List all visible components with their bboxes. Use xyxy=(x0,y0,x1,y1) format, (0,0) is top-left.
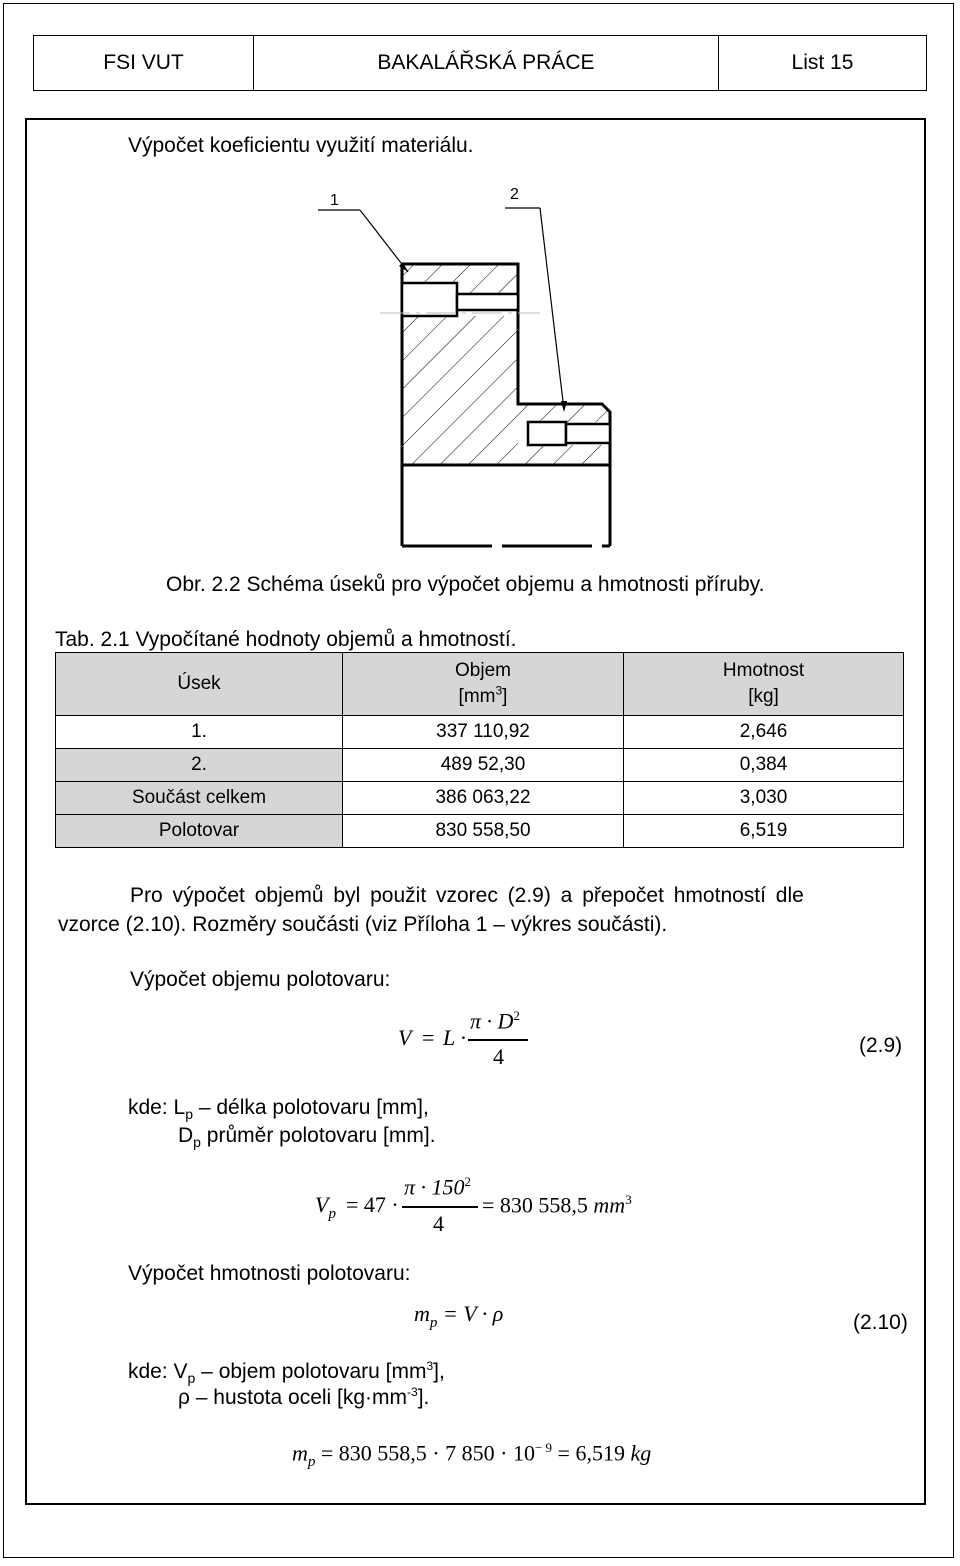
table-row xyxy=(56,782,904,815)
table-row xyxy=(56,716,904,749)
table-cell: 337 110,92 xyxy=(343,716,624,749)
header-volume-unit-exp: 3 xyxy=(495,683,503,698)
figure-label-1: 1 xyxy=(330,192,339,209)
where-vp-sub: p xyxy=(187,1370,196,1386)
fraction-bar xyxy=(468,1039,528,1041)
calc-mass xyxy=(292,1440,652,1471)
calc-volume-numerator xyxy=(404,1174,471,1200)
paragraph-line-1: Pro výpočet objemů byl použit vzorec (2.9) a přepočet hmotností dle xyxy=(130,884,804,907)
where-vp xyxy=(128,1360,445,1384)
where-dp-sub: p xyxy=(193,1134,201,1150)
table-row xyxy=(56,749,904,782)
page-header xyxy=(33,35,927,91)
results-table xyxy=(55,652,904,848)
section-heading: Výpočet koeficientu využití materiálu. xyxy=(128,134,474,157)
where-vp-exp: 3 xyxy=(426,1359,434,1373)
formula-number-2-10: (2.10) xyxy=(853,1311,908,1334)
header-volume-title: Objem xyxy=(455,660,511,682)
where-vp-prefix: kde: V xyxy=(128,1360,188,1383)
formula-mass xyxy=(414,1301,504,1331)
table-cell: 6,519 xyxy=(624,815,904,848)
volume-heading: Výpočet objemu polotovaru: xyxy=(130,968,391,991)
where-rho-text: ρ – hustota oceli [kg·mm xyxy=(178,1386,408,1409)
table-cell: Součást celkem xyxy=(56,782,343,815)
header-school: FSI VUT xyxy=(34,36,254,90)
figure-caption: Obr. 2.2 Schéma úseků pro výpočet objemu a hmotnosti příruby. xyxy=(166,573,765,596)
calc-volume-unit: mm xyxy=(593,1192,626,1218)
where-lp-prefix: kde: L xyxy=(128,1096,186,1119)
table-cell: 386 063,22 xyxy=(343,782,624,815)
figure-label-2: 2 xyxy=(510,186,519,203)
calc-volume-factor: = 47 · xyxy=(346,1192,399,1217)
where-dp-var: D xyxy=(178,1124,194,1147)
formula-number-2-9: (2.9) xyxy=(859,1034,903,1057)
table-caption: Tab. 2.1 Vypočítané hodnoty objemů a hmotností. xyxy=(55,628,517,651)
table-cell: 1. xyxy=(56,716,343,749)
where-vp-close: ], xyxy=(433,1360,445,1383)
calc-volume-num-exp: 2 xyxy=(464,1174,472,1189)
calc-volume-num-text: π · 150 xyxy=(404,1174,465,1200)
calc-volume-lhs xyxy=(315,1192,336,1222)
formula-volume-lhs: V xyxy=(398,1025,412,1050)
table-row xyxy=(56,815,904,848)
header-volume-unit-close: ] xyxy=(502,686,508,707)
table-cell: 0,384 xyxy=(624,749,904,782)
formula-volume-eq: = xyxy=(422,1025,435,1050)
formula-mass-rhs: = V · ρ xyxy=(442,1301,504,1326)
header-title: BAKALÁŘSKÁ PRÁCE xyxy=(254,36,719,90)
table-cell: 830 558,50 xyxy=(343,815,624,848)
where-vp-text: – objem polotovaru [mm xyxy=(195,1360,427,1383)
where-lp xyxy=(128,1096,429,1120)
calc-volume-rhs: = 830 558,5 xyxy=(482,1192,588,1218)
calc-mass-sub: p xyxy=(307,1454,316,1471)
where-rho xyxy=(178,1386,429,1410)
table-cell: Polotovar xyxy=(56,815,343,848)
table-cell: 3,030 xyxy=(624,782,904,815)
where-rho-exp: -3 xyxy=(407,1385,418,1399)
where-lp-text: – délka polotovaru [mm], xyxy=(193,1096,429,1119)
header-list-number: List 15 xyxy=(791,51,854,74)
header-mass-unit: [kg] xyxy=(748,686,779,707)
formula-volume-denominator: 4 xyxy=(493,1044,504,1069)
header-mass-title: Hmotnost xyxy=(722,660,805,682)
calc-mass-body: = 830 558,5 · 7 850 · 10 xyxy=(320,1440,535,1466)
table-header-row xyxy=(56,653,904,716)
where-rho-close: ]. xyxy=(417,1386,430,1409)
calc-mass-unit: kg xyxy=(630,1440,652,1466)
formula-volume-factor: L · xyxy=(443,1025,466,1050)
fraction-bar xyxy=(402,1206,478,1208)
header-volume xyxy=(343,653,624,716)
calc-volume-lhs-var: V xyxy=(315,1192,329,1217)
calc-volume-lhs-sub: p xyxy=(328,1206,336,1222)
calc-mass-rhs: = 6,519 xyxy=(557,1440,625,1466)
flange-section-drawing xyxy=(300,180,640,560)
formula-mass-lhs: m xyxy=(414,1301,430,1326)
where-dp xyxy=(178,1124,436,1148)
calc-volume-denominator: 4 xyxy=(433,1211,444,1236)
where-dp-text: průměr polotovaru [mm]. xyxy=(200,1124,436,1147)
mass-heading: Výpočet hmotnosti polotovaru: xyxy=(128,1262,411,1285)
table-cell: 489 52,30 xyxy=(343,749,624,782)
formula-mass-sub: p xyxy=(429,1315,438,1331)
table-cell: 2. xyxy=(56,749,343,782)
calc-volume-result xyxy=(482,1192,632,1218)
calc-mass-lhs: m xyxy=(292,1440,308,1466)
paragraph-line-2: vzorce (2.10). Rozměry součásti (viz Příloha 1 – výkres součásti). xyxy=(58,913,668,936)
calc-mass-exp: − 9 xyxy=(534,1440,553,1455)
formula-volume-num-text: π · D xyxy=(470,1008,514,1034)
header-section: Úsek xyxy=(56,653,343,716)
calc-volume-unit-exp: 3 xyxy=(625,1192,632,1207)
where-lp-sub: p xyxy=(185,1106,194,1122)
header-mass xyxy=(624,653,904,716)
formula-volume-num-exp: 2 xyxy=(513,1008,520,1023)
table-cell: 2,646 xyxy=(624,716,904,749)
header-volume-unit-open: [mm xyxy=(458,686,496,707)
formula-volume-numerator xyxy=(470,1008,520,1034)
